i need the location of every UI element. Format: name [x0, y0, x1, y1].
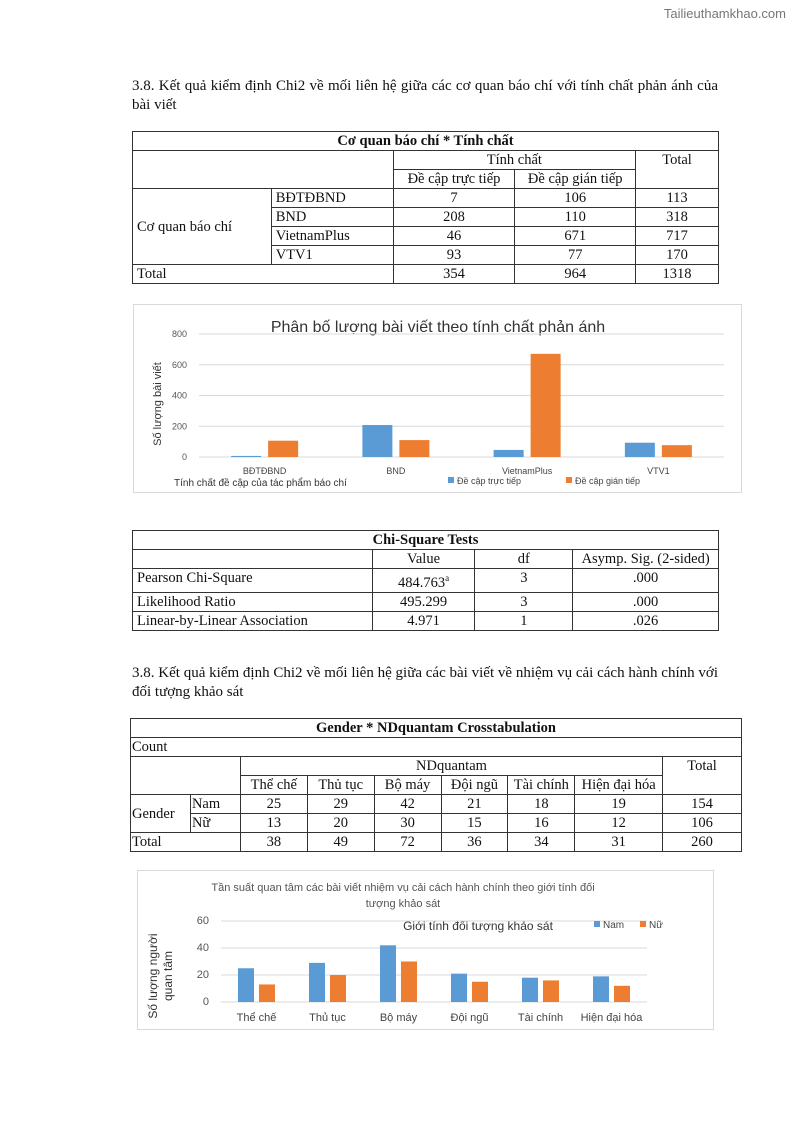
watermark: Tailieuthamkhao.com [663, 6, 786, 21]
row-label: BĐTĐBND [271, 189, 393, 208]
cell: 3 [475, 592, 573, 611]
category-label: Thể chế [236, 1012, 277, 1024]
total-header: Total [663, 757, 742, 795]
cell: 1 [475, 611, 573, 630]
legend-label: Đề cập trực tiếp [457, 476, 522, 486]
y-tick-label: 600 [171, 359, 187, 370]
cell: 208 [393, 208, 515, 227]
cell: 25 [240, 795, 307, 814]
table-title: Gender * NDquantam Crosstabulation [131, 719, 742, 738]
bar-Đề cập gián tiếp [531, 354, 561, 457]
legend-label: Nữ [649, 920, 663, 931]
bar-Nữ [330, 975, 346, 1002]
y-tick-label: 200 [171, 421, 187, 432]
column-header: Đề cập gián tiếp [515, 170, 636, 189]
row-label: Nữ [190, 814, 240, 833]
category-label: Thủ tục [309, 1012, 346, 1024]
cell: 495.299 [372, 592, 475, 611]
bar-Đề cập gián tiếp [399, 440, 429, 457]
chart-2-title-wrap [198, 880, 608, 914]
cell: 38 [240, 833, 307, 852]
gender-crosstab-table [130, 718, 742, 852]
cell: 106 [515, 189, 636, 208]
row-group-label: Gender [131, 795, 191, 833]
y-tick-label: 800 [171, 329, 187, 339]
empty-header [133, 151, 394, 189]
row-label: Likelihood Ratio [133, 592, 373, 611]
cell: 42 [374, 795, 441, 814]
cell: 15 [441, 814, 508, 833]
count-label: Count [131, 738, 742, 757]
category-label: Bộ máy [379, 1012, 418, 1024]
bar-Nữ [401, 962, 417, 1003]
bar-Nam [380, 945, 396, 1002]
column-header: Đội ngũ [441, 776, 508, 795]
bar-Đề cập trực tiếp [494, 450, 524, 457]
chart-2-ylabel-wrap [146, 926, 192, 1026]
row-label: Linear-by-Linear Association [133, 611, 373, 630]
cell: 49 [307, 833, 374, 852]
y-tick-label: 0 [202, 996, 209, 1008]
chart-2-ylabel: Số lượng người quan tâm [146, 933, 175, 1019]
bar-Nam [238, 968, 254, 1002]
chart-1-frame [133, 304, 742, 493]
cell: .000 [573, 569, 719, 593]
cell: 154 [663, 795, 742, 814]
cell: 1318 [636, 265, 719, 284]
category-label: Đội ngũ [450, 1012, 489, 1024]
cell: 31 [575, 833, 663, 852]
cell: 46 [393, 227, 515, 246]
cell: .026 [573, 611, 719, 630]
legend-swatch [448, 477, 454, 483]
footnote-marker: a [445, 573, 450, 583]
cell: 93 [393, 246, 515, 265]
chart-2-frame [137, 870, 714, 1030]
bar-Đề cập trực tiếp [362, 425, 392, 457]
cell: 36 [441, 833, 508, 852]
cell-value: 484.763 [397, 574, 446, 591]
press-crosstab-table [132, 131, 719, 284]
column-header: Đề cập trực tiếp [393, 170, 515, 189]
group-header: Tính chất [393, 151, 636, 170]
column-header: Hiện đại hóa [575, 776, 663, 795]
column-header: Value [372, 550, 475, 569]
column-header: df [475, 550, 573, 569]
y-tick-label: 0 [181, 452, 187, 462]
bar-Đề cập gián tiếp [268, 441, 298, 457]
column-header: Tài chính [508, 776, 575, 795]
cell: 170 [636, 246, 719, 265]
legend-label: Nam [603, 920, 625, 931]
chart-2-subtitle: Giới tính đối tượng khảo sát [403, 919, 553, 933]
chart-1-title: Phân bố lượng bài viết theo tính chất phản ánh [270, 319, 606, 336]
cell: 4.971 [372, 611, 475, 630]
chi-square-table [132, 530, 719, 631]
bar-Đề cập trực tiếp [231, 456, 261, 457]
column-header: Thủ tục [307, 776, 374, 795]
cell: 7 [393, 189, 515, 208]
cell: 34 [508, 833, 575, 852]
y-tick-label: 40 [196, 942, 209, 954]
section-2-heading: 3.8. Kết quả kiểm định Chi2 về mối liên hệ giữa các bài viết về nhiệm vụ cải cách hành chính với đối tượng khảo sát [132, 665, 718, 700]
cell: 110 [515, 208, 636, 227]
chart-2 [138, 871, 713, 1029]
bar-Nam [593, 976, 609, 1002]
column-header: Thể chế [240, 776, 307, 795]
bar-Nữ [259, 984, 275, 1002]
group-header: NDquantam [240, 757, 662, 776]
column-header: Asymp. Sig. (2-sided) [573, 550, 719, 569]
chart-1 [134, 305, 741, 492]
cell: 16 [508, 814, 575, 833]
cell: 18 [508, 795, 575, 814]
cell: 717 [636, 227, 719, 246]
total-header: Total [636, 151, 719, 189]
category-label: BĐTĐBND [242, 466, 287, 476]
y-tick-label: 400 [171, 390, 187, 401]
y-tick-label: 60 [196, 915, 209, 927]
bar-Nữ [614, 986, 630, 1002]
empty-header [131, 757, 241, 795]
row-label: Nam [190, 795, 240, 814]
cell: 20 [307, 814, 374, 833]
row-group-label: Cơ quan báo chí [133, 189, 272, 265]
bar-Đề cập trực tiếp [625, 443, 655, 457]
category-label: VietnamPlus [501, 466, 553, 476]
cell: 964 [515, 265, 636, 284]
cell: 3 [475, 569, 573, 593]
cell: 21 [441, 795, 508, 814]
table-title: Chi-Square Tests [133, 531, 719, 550]
legend-swatch [594, 921, 600, 927]
table-title: Cơ quan báo chí * Tính chất [133, 132, 719, 151]
cell [372, 569, 475, 593]
cell: 30 [374, 814, 441, 833]
cell: 12 [575, 814, 663, 833]
y-tick-label: 20 [196, 969, 209, 981]
chart-2-title: Tần suất quan tâm các bài viết nhiệm vụ cải cách hành chính theo giới tính đối tượng khảo sát [211, 882, 595, 910]
chart-1-xlabel: Tính chất đề cập của tác phẩm báo chí [174, 478, 347, 489]
legend-swatch [640, 921, 646, 927]
bar-Nam [522, 978, 538, 1002]
cell: 13 [240, 814, 307, 833]
section-1-heading: 3.8. Kết quả kiểm định Chi2 về mối liên hệ giữa các cơ quan báo chí với tính chất phản ánh của bài viết [132, 78, 718, 113]
total-row-label: Total [133, 265, 394, 284]
row-label: VTV1 [271, 246, 393, 265]
empty-header [133, 550, 373, 569]
bar-Nam [309, 963, 325, 1002]
row-label: Pearson Chi-Square [133, 569, 373, 593]
category-label: Tài chính [517, 1012, 564, 1024]
cell: .000 [573, 592, 719, 611]
category-label: BND [386, 466, 406, 476]
cell: 260 [663, 833, 742, 852]
column-header: Bộ máy [374, 776, 441, 795]
row-label: VietnamPlus [271, 227, 393, 246]
total-row-label: Total [131, 833, 241, 852]
cell: 77 [515, 246, 636, 265]
cell: 72 [374, 833, 441, 852]
bar-Nữ [472, 982, 488, 1002]
cell: 106 [663, 814, 742, 833]
cell: 29 [307, 795, 374, 814]
cell: 113 [636, 189, 719, 208]
cell: 354 [393, 265, 515, 284]
chart-1-ylabel: Số lượng bài viết [152, 362, 164, 446]
cell: 671 [515, 227, 636, 246]
legend-swatch [566, 477, 572, 483]
bar-Nữ [543, 980, 559, 1002]
bar-Nam [451, 974, 467, 1002]
cell: 318 [636, 208, 719, 227]
legend-label: Đề cập gián tiếp [575, 476, 641, 486]
category-label: Hiện đại hóa [580, 1012, 643, 1024]
category-label: VTV1 [647, 466, 670, 476]
bar-Đề cập gián tiếp [662, 445, 692, 457]
row-label: BND [271, 208, 393, 227]
cell: 19 [575, 795, 663, 814]
